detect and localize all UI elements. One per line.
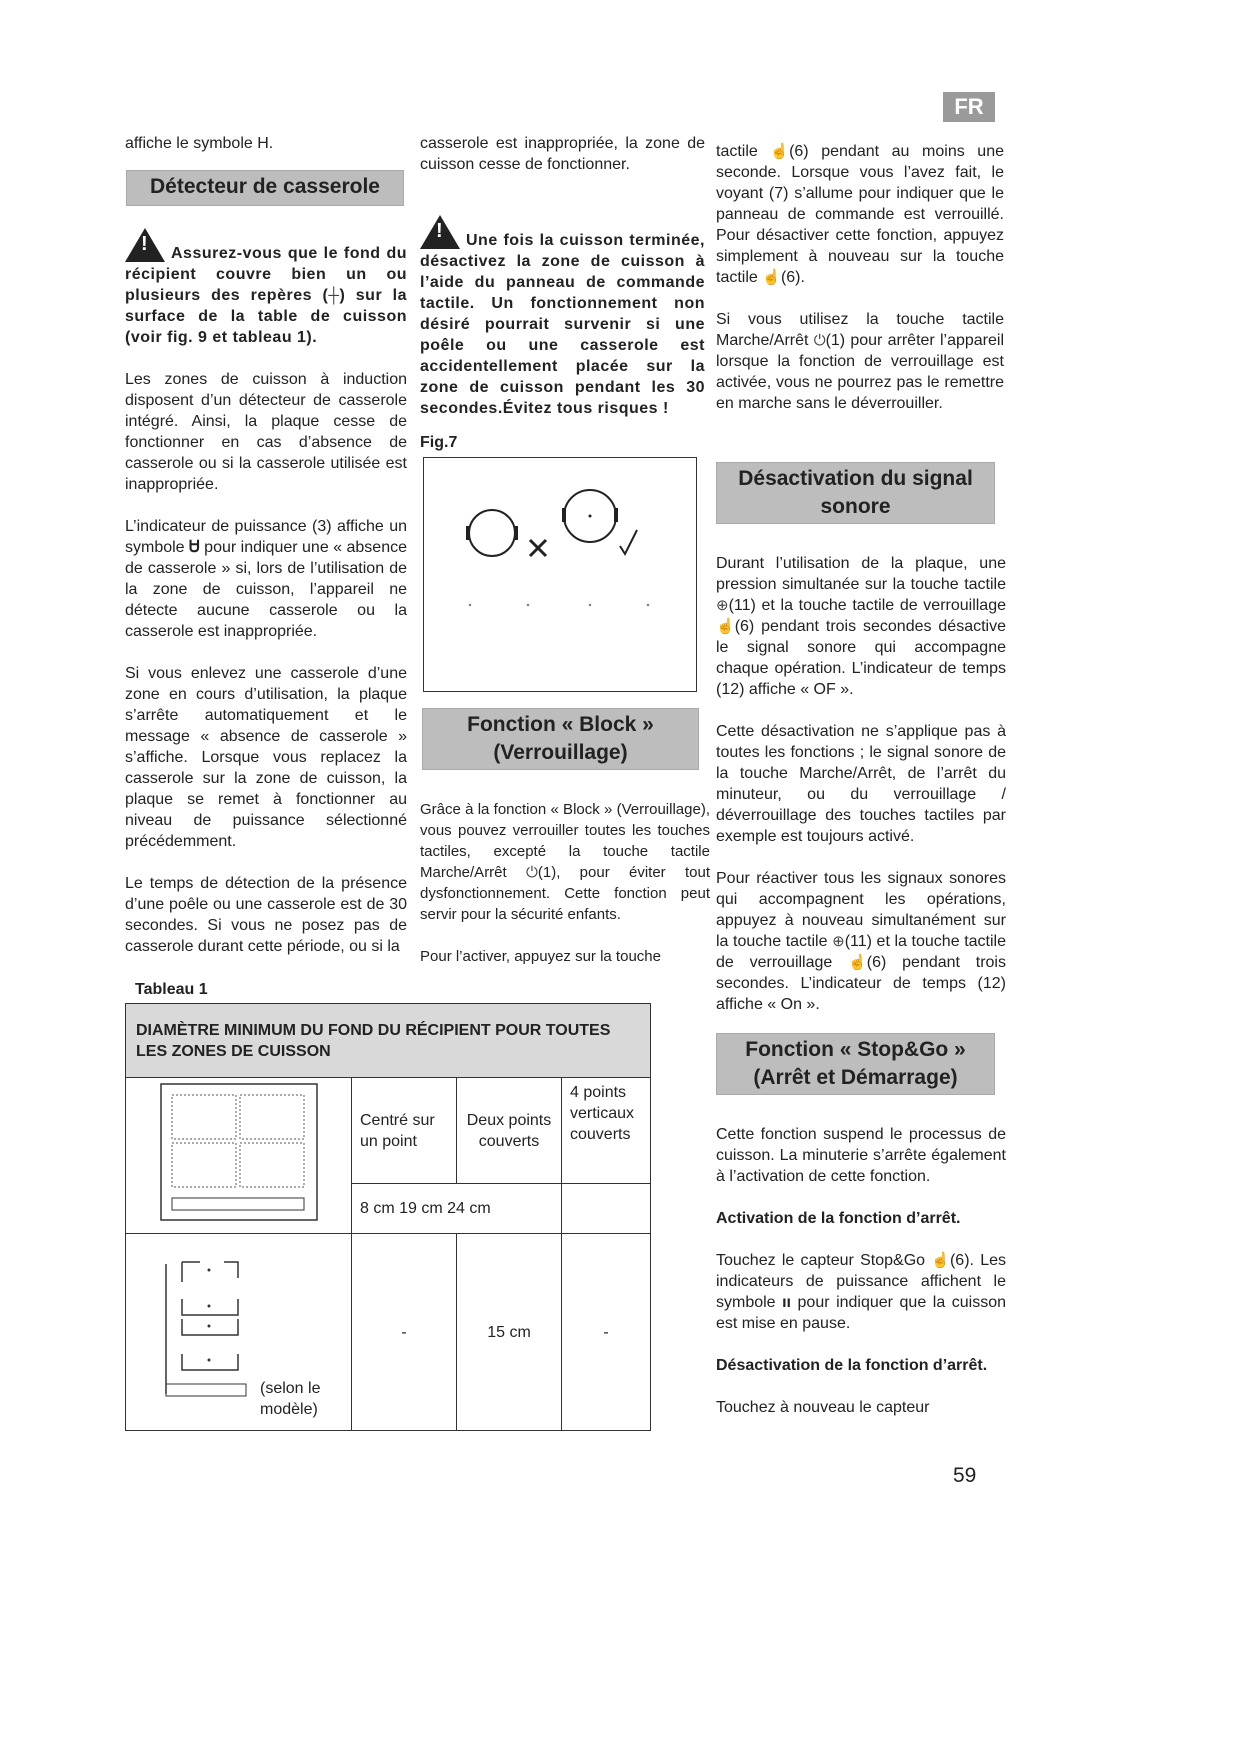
model-note: (selon le modèle)	[260, 1380, 321, 1418]
cross-icon	[530, 540, 546, 556]
paragraph: Si vous enlevez une casserole d’une zone en cours d’utilisation, la plaque s’arrête automatiquement et le message « absence de casserole » s’affiche. Lorsque vous replacez la casserole sur la zone de cuisson, la plaque se remet à fonctionner au niveau de puissance sélectionné précédemment.	[125, 665, 407, 850]
text: (6) pendant trois secondes. L’indicateur de temps (12) affiche « On ».	[716, 954, 1006, 1013]
figure-7	[423, 457, 697, 692]
language-badge: FR	[943, 92, 995, 122]
right-column-body	[716, 553, 1006, 1036]
paragraph	[716, 309, 1004, 414]
paragraph	[716, 553, 1006, 700]
value-four-points: -	[562, 1234, 651, 1431]
plus-icon: ⊕	[832, 933, 845, 950]
text: (6) pendant trois secondes désactive le signal sonore qui accompagne chaque opération. L’indicateur de temps (12) affiche « OF ».	[716, 618, 1006, 698]
text: Touchez le capteur Stop&Go	[716, 1252, 932, 1269]
text: (6). Les indicateurs de puissance affichent le symbole	[716, 1252, 1006, 1311]
left-column-body	[125, 228, 407, 978]
text: pour indiquer que la cuisson est mise en pause.	[716, 1294, 1006, 1332]
warning-part: Assurez-vous que le fond du récipient couvre bien un ou plusieurs des repères (	[125, 245, 407, 304]
power-icon: ⏻	[813, 332, 826, 349]
lock-touch-icon: ☝	[931, 1252, 950, 1269]
text: pour indiquer une « absence de casserole » si, lors de l’utilisation de la zone de cuisson, l’appareil ne détecte aucune casserole ou la casserole est inappropriée.	[125, 539, 407, 640]
power-icon: ⏻	[526, 864, 538, 881]
paragraph	[420, 799, 710, 925]
paragraph: Pour l’activer, appuyez sur la touche	[420, 948, 661, 965]
paragraph: Touchez à nouveau le capteur	[716, 1399, 930, 1416]
paragraph: Cette désactivation ne s’applique pas à toutes les fonctions ; le signal sonore de la touche Marche/Arrêt, de l’arrêt du minuteur, ou du verrouillage / déverrouillage des touches tactiles par exemple est toujours activé.	[716, 723, 1006, 845]
heading-block: Fonction « Block » (Verrouillage)	[422, 708, 699, 770]
col-centered: Centré sur un point	[352, 1078, 457, 1184]
plus-icon: ⊕	[716, 597, 729, 614]
warning-icon	[125, 228, 165, 262]
text: L’indicateur de puissance (3) affiche un symbole	[125, 518, 407, 556]
value-centered: -	[352, 1234, 457, 1431]
hob-diagram-zones	[126, 1234, 352, 1431]
heading-detecteur: Détecteur de casserole	[126, 170, 404, 206]
text: Si vous utilisez la touche tactile Marche/Arrêt	[716, 311, 1004, 349]
text: Durant l’utilisation de la plaque, une pression simultanée sur la touche tactile	[716, 555, 1006, 593]
paragraph	[716, 868, 1006, 1015]
subheading: Désactivation de la fonction d’arrêt.	[716, 1357, 988, 1374]
text: tactile	[716, 143, 771, 160]
paragraph: casserole est inappropriée, la zone de cuisson cesse de fonctionner.	[420, 135, 705, 173]
paragraph: Cette fonction suspend le processus de cuisson. La minuterie s’arrête également à l’activation de cette fonction.	[716, 1126, 1006, 1185]
page-number: 59	[953, 1464, 977, 1487]
hob-diagram-4-zones	[126, 1078, 352, 1234]
lock-touch-icon: ☝	[848, 954, 867, 971]
hob-zones-icon	[154, 1244, 254, 1414]
hob-4-zones-icon	[160, 1083, 320, 1223]
text: (6).	[780, 269, 805, 286]
paragraph	[716, 141, 1004, 288]
crosshair-icon: ┼	[328, 287, 340, 304]
col-four-points: 4 points verticaux couverts	[562, 1078, 651, 1184]
pan-diameter-table	[125, 1003, 651, 1431]
paragraph: Les zones de cuisson à induction disposent d’un détecteur de casserole intégré. Ainsi, la plaque cesse de fonctionner en cas d’absence de casserole ou si la casserole utilisée est inappropriée.	[125, 371, 407, 493]
empty-cell	[562, 1184, 651, 1234]
figure-label: Fig.7	[420, 434, 458, 451]
text: (11) et la touche tactile de verrouillage	[728, 597, 1006, 614]
lock-touch-icon: ☝	[770, 143, 790, 160]
heading-signal-sonore: Désactivation du signal sonore	[716, 462, 995, 524]
text: Grâce à la fonction « Block » (Verrouillage), vous pouvez verrouiller toutes les touches tactiles, excepté la touche tactile Marche/Arrêt	[420, 801, 710, 881]
text: (1), pour éviter tout dysfonctionnement. Cette fonction peut servir pour la sécurité enfants.	[420, 864, 710, 923]
paragraph: Le temps de détection de la présence d’une poêle ou une casserole est de 30 secondes. Si vous ne posez pas de casserole durant cette période, ou si la	[125, 875, 407, 955]
table-header: DIAMÈTRE MINIMUM DU FOND DU RÉCIPIENT POUR TOUTES LES ZONES DE CUISSON	[126, 1004, 651, 1078]
text: (1) pour arrêter l’appareil lorsque la fonction de verrouillage est activée, vous ne pourrez pas le remettre en marche sans le déverrouiller.	[716, 332, 1004, 412]
right-column-body-2	[716, 1124, 1006, 1439]
pan-detection-illustration	[424, 458, 696, 691]
text: (11) et la touche tactile de verrouillage	[716, 933, 1007, 971]
warning-part: ) sur la surface de la table de cuisson (voir fig. 9 et tableau 1).	[125, 287, 407, 346]
check-icon	[620, 530, 637, 554]
lock-touch-icon: ☝	[762, 269, 781, 286]
text: (6) pendant au moins une seconde. Lorsque vous l’avez fait, le voyant (7) s’allume pour indiquer que le panneau de commande est verrouillé. Pour désactiver cette fonction, appuyez simplement à nouveau sur la touche tactile	[716, 143, 1004, 286]
paragraph: affiche le symbole H.	[125, 135, 274, 152]
pause-symbol-icon: ıı	[782, 1294, 791, 1311]
value-two-points: 15 cm	[457, 1234, 562, 1431]
text: Pour réactiver tous les signaux sonores qui accompagnent les opérations, appuyez à nouveau simultanément sur la touche tactile	[716, 870, 1006, 950]
diameters-cell: 8 cm 19 cm 24 cm	[352, 1184, 562, 1234]
warning-icon	[420, 215, 460, 249]
paragraph	[125, 516, 407, 642]
right-column	[716, 141, 1004, 435]
subheading: Activation de la fonction d’arrêt.	[716, 1210, 961, 1227]
text: Une fois la cuisson terminée, désactivez la zone de cuisson à l’aide du panneau de commande tactile. Un fonctionnement non désiré pourrait survenir si une poêle ou une casserole est accidentellement placée sur la zone de cuisson pendant les 30 secondes.Évitez tous risques !	[420, 232, 705, 417]
warning-text	[420, 215, 705, 419]
lock-touch-icon: ☝	[716, 618, 735, 635]
no-pan-symbol-icon: Ꮜ	[189, 539, 200, 556]
pan-small-icon	[469, 510, 515, 556]
left-column	[125, 133, 415, 175]
warning-text	[125, 228, 407, 348]
table-caption: Tableau 1	[135, 981, 208, 998]
col-two-points: Deux points couverts	[457, 1078, 562, 1184]
paragraph	[716, 1250, 1006, 1334]
middle-column	[420, 133, 705, 440]
heading-stop-go: Fonction « Stop&Go » (Arrêt et Démarrage)	[716, 1033, 995, 1095]
middle-column-body	[420, 799, 710, 988]
